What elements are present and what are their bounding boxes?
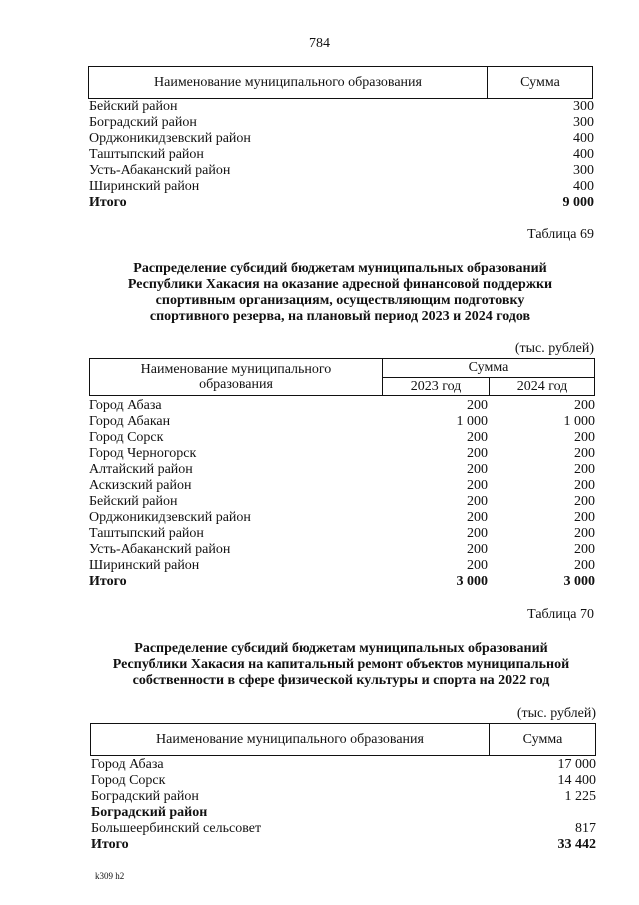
table-row xyxy=(89,398,595,414)
row-value-2024: 200 xyxy=(574,526,595,541)
row-value: 400 xyxy=(573,179,594,194)
row-value-2023: 200 xyxy=(467,430,488,445)
table1-col-sum: Сумма xyxy=(488,67,593,99)
table-row xyxy=(89,131,594,147)
table-row xyxy=(89,558,595,574)
row-name: Бейский район xyxy=(89,99,178,114)
row-value-2024: 200 xyxy=(574,446,595,461)
row-name: Город Абакан xyxy=(89,414,171,429)
row-value: 1 225 xyxy=(564,789,596,804)
total-value: 9 000 xyxy=(562,195,594,210)
table-row xyxy=(91,789,596,805)
table-row xyxy=(89,115,594,131)
table70-label: Таблица 70 xyxy=(527,607,594,622)
row-value-2023: 200 xyxy=(467,462,488,477)
row-value-2024: 200 xyxy=(574,478,595,493)
row-value-2023: 200 xyxy=(467,510,488,525)
footer-code: k309 h2 xyxy=(95,871,125,881)
table69-col-2023: 2023 год xyxy=(383,377,490,396)
total-label: Итого xyxy=(89,574,127,589)
table-row xyxy=(89,510,595,526)
page-number: 784 xyxy=(309,36,330,51)
table69-title xyxy=(80,261,600,325)
row-name: Город Абаза xyxy=(91,757,164,772)
table70-body xyxy=(91,757,596,853)
row-value-2023: 200 xyxy=(467,478,488,493)
table-row xyxy=(89,478,595,494)
table69-col-name xyxy=(90,359,383,396)
table-row xyxy=(91,773,596,789)
row-value-2023: 200 xyxy=(467,558,488,573)
row-name: Аскизский район xyxy=(89,478,192,493)
table70-col-name: Наименование муниципального образования xyxy=(91,724,490,756)
title-line: спортивным организациям, осуществляющим подготовку xyxy=(155,293,525,308)
row-name: Усть-Абаканский район xyxy=(89,163,231,178)
row-name: Бейский район xyxy=(89,494,178,509)
row-value-2023: 200 xyxy=(467,446,488,461)
table69-label: Таблица 69 xyxy=(527,227,594,242)
row-name: Алтайский район xyxy=(89,462,193,477)
row-name: Таштыпский район xyxy=(89,526,204,541)
title-line: Распределение субсидий бюджетам муниципальных образований xyxy=(133,261,547,276)
table69-units: (тыс. рублей) xyxy=(514,341,594,356)
row-value: 400 xyxy=(573,131,594,146)
title-line: Распределение субсидий бюджетам муниципальных образований xyxy=(134,641,548,656)
row-value: 817 xyxy=(575,821,596,836)
total-row xyxy=(89,195,594,211)
row-value-2023: 200 xyxy=(467,542,488,557)
table70-col-sum: Сумма xyxy=(490,724,596,756)
row-name: Таштыпский район xyxy=(89,147,204,162)
table69-body xyxy=(89,398,595,590)
table69-header xyxy=(89,358,595,396)
table69-col-name-line1: Наименование муниципального xyxy=(140,362,332,377)
total-row xyxy=(89,574,595,590)
row-name: Город Абаза xyxy=(89,398,162,413)
table70-header xyxy=(90,723,596,756)
row-value: 14 400 xyxy=(557,773,596,788)
row-name: Большеербинский сельсовет xyxy=(91,821,262,836)
title-line: спортивного резерва, на плановый период 2023 и 2024 годов xyxy=(149,309,531,324)
table-row xyxy=(89,494,595,510)
row-value-2024: 200 xyxy=(574,510,595,525)
row-name: Город Сорск xyxy=(89,430,164,445)
row-name: Ширинский район xyxy=(89,179,200,194)
total-value: 33 442 xyxy=(557,837,596,852)
title-line: собственности в сфере физической культуры и спорта на 2022 год xyxy=(132,673,550,688)
table-row xyxy=(89,414,595,430)
row-name: Боградский район xyxy=(91,805,208,820)
row-value-2023: 200 xyxy=(467,398,488,413)
row-name: Боградский район xyxy=(91,789,199,804)
table-row xyxy=(91,821,596,837)
table-row xyxy=(89,147,594,163)
total-2024: 3 000 xyxy=(563,574,595,589)
row-value-2023: 200 xyxy=(467,526,488,541)
row-value-2023: 1 000 xyxy=(456,414,488,429)
row-value: 300 xyxy=(573,99,594,114)
table-row xyxy=(91,805,596,821)
table-row xyxy=(89,542,595,558)
row-value: 17 000 xyxy=(557,757,596,772)
table69-col-2024: 2024 год xyxy=(490,377,595,396)
total-label: Итого xyxy=(89,195,127,210)
table70-title xyxy=(80,641,602,689)
row-value-2024: 200 xyxy=(574,494,595,509)
table-row xyxy=(89,99,594,115)
total-label: Итого xyxy=(91,837,129,852)
table-row xyxy=(89,526,595,542)
table1-body xyxy=(89,99,594,211)
total-row xyxy=(91,837,596,853)
row-value: 300 xyxy=(573,115,594,130)
table-row xyxy=(91,757,596,773)
row-name: Город Черногорск xyxy=(89,446,197,461)
row-name: Усть-Абаканский район xyxy=(89,542,231,557)
table-row xyxy=(89,430,595,446)
table69-col-name-line2: образования xyxy=(199,377,273,392)
table-row xyxy=(89,179,594,195)
table-row xyxy=(89,462,595,478)
row-value-2024: 200 xyxy=(574,398,595,413)
table-row xyxy=(89,163,594,179)
row-name: Орджоникидзевский район xyxy=(89,131,251,146)
row-name: Орджоникидзевский район xyxy=(89,510,251,525)
row-value-2024: 200 xyxy=(574,542,595,557)
title-line: Республики Хакасия на капитальный ремонт объектов муниципальной xyxy=(112,657,570,672)
table69-col-sum: Сумма xyxy=(383,359,595,378)
total-2023: 3 000 xyxy=(456,574,488,589)
row-value-2024: 1 000 xyxy=(563,414,595,429)
row-value-2023: 200 xyxy=(467,494,488,509)
row-value: 300 xyxy=(573,163,594,178)
table1-header xyxy=(88,66,593,99)
row-value-2024: 200 xyxy=(574,558,595,573)
row-value-2024: 200 xyxy=(574,430,595,445)
row-name: Ширинский район xyxy=(89,558,200,573)
table70-units: (тыс. рублей) xyxy=(516,706,596,721)
title-line: Республики Хакасия на оказание адресной финансовой поддержки xyxy=(127,277,553,292)
row-name: Боградский район xyxy=(89,115,197,130)
table1-col-name: Наименование муниципального образования xyxy=(89,67,488,99)
row-name: Город Сорск xyxy=(91,773,166,788)
row-value-2024: 200 xyxy=(574,462,595,477)
table-row xyxy=(89,446,595,462)
row-value: 400 xyxy=(573,147,594,162)
